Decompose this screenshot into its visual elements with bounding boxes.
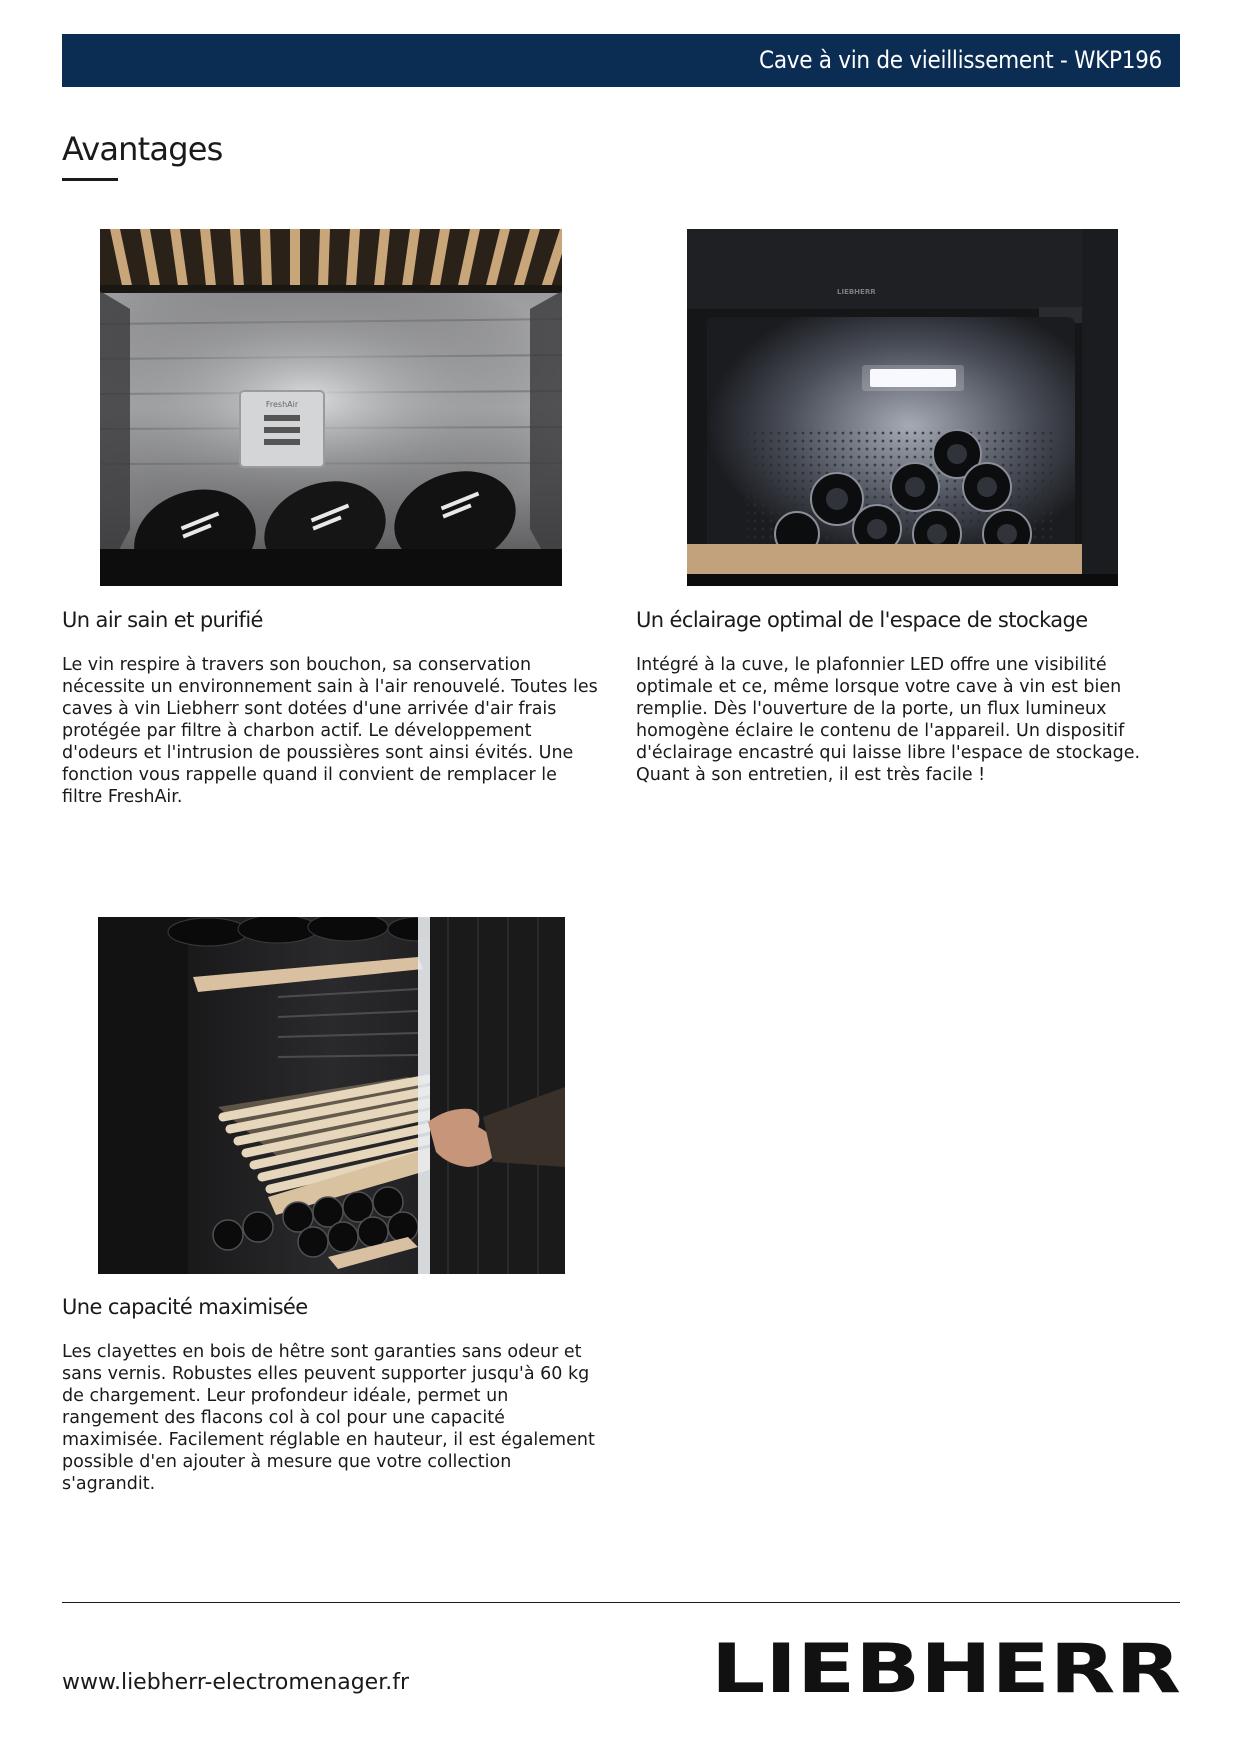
liebherr-logo-text: LIEBHERR bbox=[711, 1636, 1181, 1698]
liebherr-logo bbox=[710, 1636, 1182, 1698]
feature-text-fresh-air: Le vin respire à travers son bouchon, sa conservation nécessite un environnement sain à l'air renouvelé. Toutes les caves à vin Liebherr sont dotées d'une arrivée d'air frais protégée par filtre à charbon actif. Le développement d'odeurs et l'intrusion de poussières sont ainsi évités. Une fonction vous rappelle quand il convient de remplacer le filtre FreshAir. bbox=[62, 655, 598, 807]
fresh-air-label: FreshAir bbox=[265, 400, 299, 409]
document-title: Cave à vin de vieillissement - WKP196 bbox=[759, 46, 1162, 74]
header-bar bbox=[62, 34, 1180, 87]
feature-image-fresh-air bbox=[100, 229, 562, 586]
fresh-air-photo bbox=[100, 229, 562, 586]
section-underline bbox=[62, 178, 118, 181]
section-title: Avantages bbox=[62, 130, 223, 168]
footer-divider bbox=[62, 1602, 1180, 1603]
capacity-photo bbox=[98, 917, 565, 1274]
feature-text-capacity: Les clayettes en bois de hêtre sont garanties sans odeur et sans vernis. Robustes elles peuvent supporter jusqu'à 60 kg de chargement. Leur profondeur idéale, permet un rangement des flacons col à col pour une capacité maximisée. Facilement réglable en hauteur, il est également possible d'en ajouter à mesure que votre collection s'agrandit. bbox=[62, 1342, 595, 1494]
led-image-brand: LIEBHERR bbox=[837, 288, 876, 296]
footer-website-link[interactable]: www.liebherr-electromenager.fr bbox=[62, 1670, 410, 1695]
feature-text-led-lighting: Intégré à la cuve, le plafonnier LED offre une visibilité optimale et ce, même lorsque votre cave à vin est bien remplie. Dès l'ouverture de la porte, un flux lumineux homogène éclaire le contenu de l'appareil. Un dispositif d'éclairage encastré qui laisse libre l'espace de stockage. Quant à son entretien, il est très facile ! bbox=[636, 655, 1141, 785]
led-lighting-photo bbox=[687, 229, 1118, 586]
feature-heading-led-lighting: Un éclairage optimal de l'espace de stockage bbox=[636, 608, 1088, 632]
feature-heading-fresh-air: Un air sain et purifié bbox=[62, 608, 263, 632]
feature-image-led-lighting bbox=[687, 229, 1118, 586]
feature-heading-capacity: Une capacité maximisée bbox=[62, 1295, 308, 1319]
feature-image-capacity bbox=[98, 917, 565, 1274]
